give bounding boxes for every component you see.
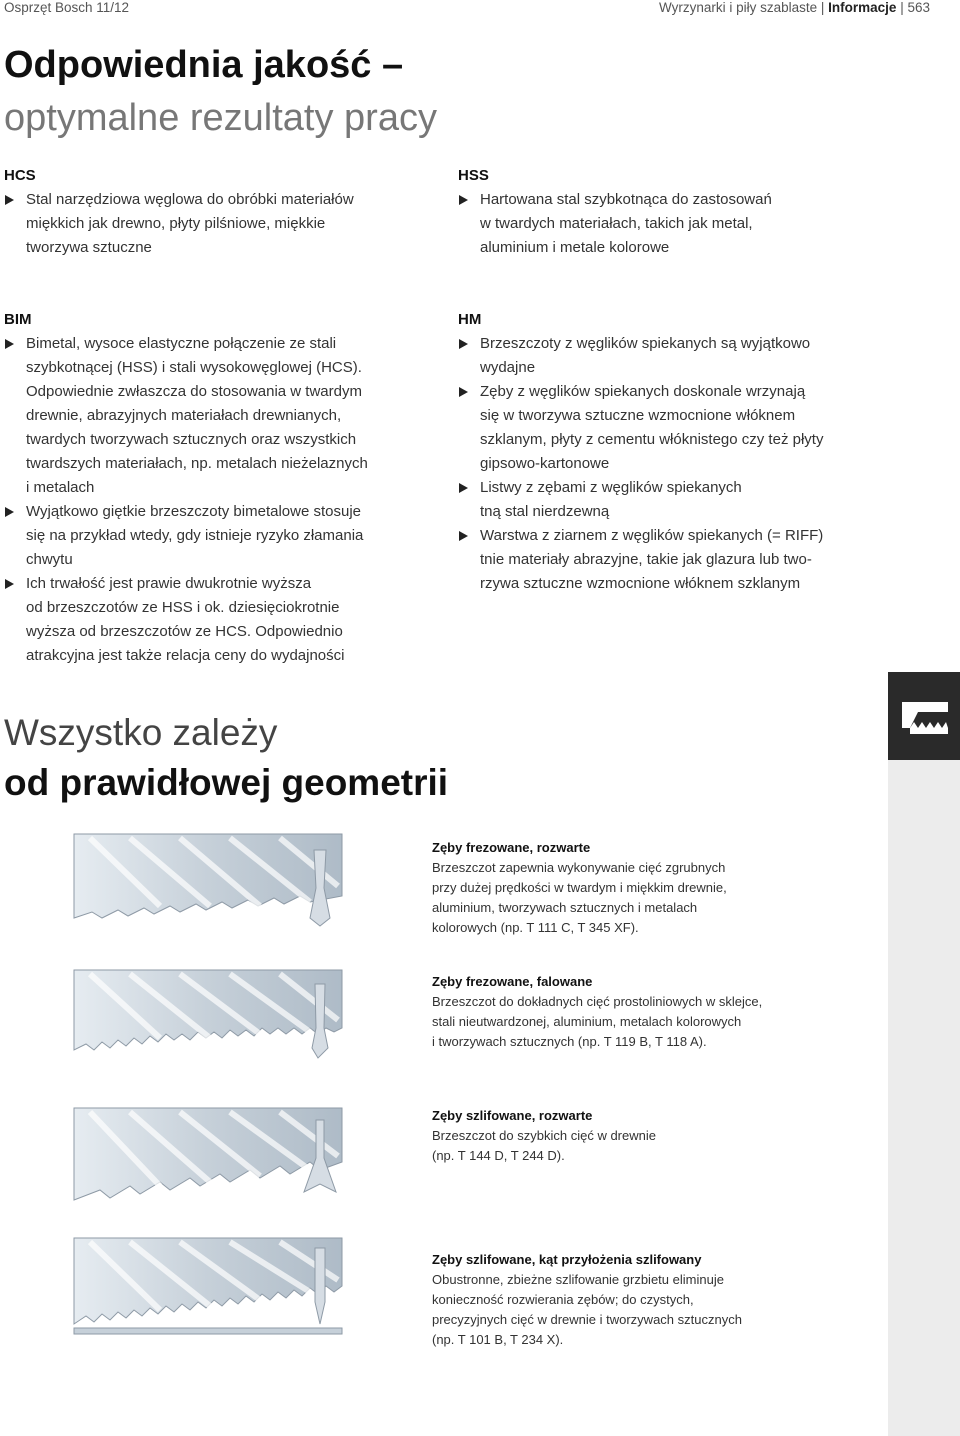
sidebar-strip bbox=[888, 672, 960, 1436]
header-info: Informacje bbox=[828, 0, 897, 15]
section-hm-head: HM bbox=[458, 311, 482, 328]
geometry-body: Brzeszczot do dokładnych cięć prostoliniowych w sklejce, stali nieutwardzonej, aluminium, metalach kolorowych i tworzywach sztucznych (np. T 119 B, T 118 A). bbox=[432, 994, 763, 1049]
bullet-arrow-icon bbox=[5, 507, 14, 517]
bullet-item bbox=[4, 188, 424, 260]
bullet-item bbox=[458, 188, 878, 260]
bullet-item bbox=[4, 572, 434, 668]
bullet-item bbox=[458, 476, 888, 524]
bullet-arrow-icon bbox=[5, 195, 14, 205]
geometry-title: Zęby frezowane, falowane bbox=[432, 974, 593, 989]
section-hcs-head: HCS bbox=[4, 167, 36, 184]
section-bim-head: BIM bbox=[4, 311, 32, 328]
bullet-text: Brzeszczoty z węglików spiekanych są wyjątkowo wydajne bbox=[480, 335, 811, 376]
geometry-item bbox=[432, 972, 872, 1052]
bullet-arrow-icon bbox=[459, 531, 468, 541]
page-subtitle: optymalne rezultaty pracy bbox=[4, 97, 437, 139]
header-right bbox=[659, 0, 930, 15]
section-hcs bbox=[4, 164, 424, 260]
bullet-item bbox=[4, 332, 434, 500]
section2-subtitle: od prawidłowej geometrii bbox=[4, 762, 449, 803]
geometry-title: Zęby szlifowane, kąt przyłożenia szlifowany bbox=[432, 1252, 702, 1267]
bullet-text: Stal narzędziowa węglowa do obróbki materiałów miękkich jak drewno, płyty pilśniowe, miękkie tworzywa sztuczne bbox=[26, 191, 354, 256]
bullet-item bbox=[458, 380, 888, 476]
bullet-text: Bimetal, wysoce elastyczne połączenie ze stali szybkotnącej (HSS) i stali wysokowęglowej (HCS). Odpowiednie zwłaszcza do stosowania w twardym drewnie, abrazyjnych materiałach drewnianych, twardych tworzywach sztucznych oraz wszystkich twardszych materiałach, np. metalach nieżelaznych i metalach bbox=[26, 335, 368, 496]
geometry-title: Zęby frezowane, rozwarte bbox=[432, 840, 591, 855]
page-title: Odpowiednia jakość – bbox=[4, 44, 404, 86]
tooth-profile-icon bbox=[300, 1118, 340, 1198]
header-section: Wyrzynarki i piły szablaste | bbox=[658, 0, 829, 15]
section2-title: Wszystko zależy bbox=[4, 712, 278, 753]
geometry-body: Brzeszczot do szybkich cięć w drewnie (np. T 144 D, T 244 D). bbox=[432, 1128, 656, 1163]
section-hss bbox=[458, 164, 878, 260]
geometry-item bbox=[432, 1106, 872, 1166]
geometry-body: Obustronne, zbieżne szlifowanie grzbietu eliminuje konieczność rozwierania zębów; do czystych, precyzyjnych cięć w drewnie i tworzywach sztucznych (np. T 101 B, T 234 X). bbox=[432, 1272, 742, 1347]
section-hm bbox=[458, 308, 888, 596]
bullet-item bbox=[4, 500, 434, 572]
geometry-body: Brzeszczot zapewnia wykonywanie cięć zgrubnych przy dużej prędkości w twardym i miękkim drewnie, aluminium, tworzywach sztucznych i metalach kolorowych (np. T 111 C, T 345 XF). bbox=[432, 860, 727, 935]
geometry-item bbox=[432, 1250, 872, 1350]
geometry-title: Zęby szlifowane, rozwarte bbox=[432, 1108, 593, 1123]
tooth-profile-icon bbox=[300, 982, 340, 1062]
section-bim bbox=[4, 308, 434, 668]
bullet-arrow-icon bbox=[459, 195, 468, 205]
bullet-item bbox=[458, 524, 888, 596]
bullet-arrow-icon bbox=[5, 339, 14, 349]
bullet-text: Hartowana stal szybkotnąca do zastosowań w twardych materiałach, takich jak metal, aluminium i metale kolorowe bbox=[480, 191, 772, 256]
header-left: Osprzęt Bosch 11/12 bbox=[4, 0, 130, 15]
bullet-arrow-icon bbox=[459, 387, 468, 397]
bullet-arrow-icon bbox=[5, 579, 14, 589]
bullet-text: Listwy z zębami z węglików spiekanych tną stal nierdzewną bbox=[480, 479, 742, 520]
section-tab bbox=[888, 672, 960, 760]
saw-blade-icon bbox=[888, 672, 960, 760]
bullet-text: Zęby z węglików spiekanych doskonale wrzynają się w tworzywa sztuczne wzmocnione włóknem szklanym, płyty z cementu włóknistego czy też płyty gipsowo-kartonowe bbox=[480, 383, 824, 472]
bullet-arrow-icon bbox=[459, 339, 468, 349]
bullet-text: Warstwa z ziarnem z węglików spiekanych (= RIFF) tnie materiały abrazyjne, takie jak glazura lub two- rzywa sztuczne wzmocnione włóknem szklanym bbox=[480, 527, 824, 592]
bullet-text: Ich trwałość jest prawie dwukrotnie wyższa od brzeszczotów ze HSS i ok. dziesięciokrotnie wyższa od brzeszczotów ze HCS. Odpowiednio atrakcyjna jest także relacja ceny do wydajności bbox=[26, 575, 345, 664]
bullet-text: Wyjątkowo giętkie brzeszczoty bimetalowe stosuje się na przykład wtedy, gdy istnieje ryzyko złamania chwytu bbox=[26, 503, 364, 568]
tooth-profile-icon bbox=[300, 848, 340, 928]
section-hss-head: HSS bbox=[458, 167, 489, 184]
bullet-item bbox=[458, 332, 888, 380]
bullet-arrow-icon bbox=[459, 483, 468, 493]
tooth-profile-icon bbox=[300, 1246, 340, 1326]
header-page-number: | 563 bbox=[896, 0, 930, 15]
geometry-item bbox=[432, 838, 872, 938]
